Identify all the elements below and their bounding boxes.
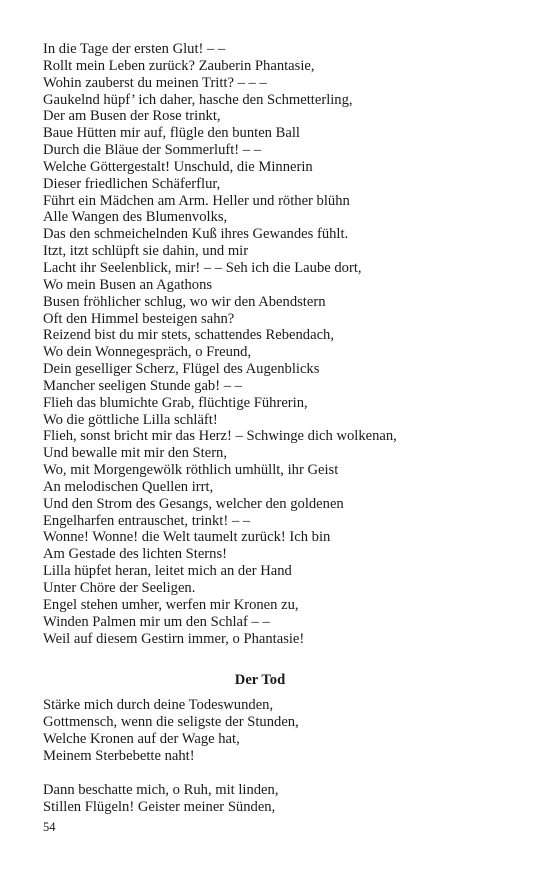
poem-line: Lacht ihr Seelenblick, mir! – – Seh ich die Laube dort,: [43, 259, 362, 276]
stanza: [43, 697, 299, 764]
poem-title: Der Tod: [234, 672, 286, 688]
poem-line: Wonne! Wonne! die Welt taumelt zurück! Ich bin: [43, 529, 331, 546]
poem-line: In die Tage der ersten Glut! – –: [43, 41, 226, 57]
poem-line: Alle Wangen des Blumenvolks,: [43, 209, 228, 226]
poem-line: Reizend bist du mir stets, schattendes Rebendach,: [43, 327, 334, 344]
poem-line: An melodischen Quellen irrt,: [43, 478, 214, 495]
poem-line: Baue Hütten mir auf, flügle den bunten Ball: [43, 125, 300, 142]
poem-line: Wo dein Wonnegespräch, o Freund,: [43, 344, 252, 361]
poem-line: Welche Göttergestalt! Unschuld, die Minnerin: [43, 158, 313, 175]
poem-line: Rollt mein Leben zurück? Zauberin Phantasie,: [43, 57, 315, 74]
poem-line: Wohin zauberst du meinen Tritt? – – –: [43, 74, 267, 91]
poem-line: Und bewalle mit mir den Stern,: [43, 445, 228, 462]
page-number: 54: [43, 820, 56, 834]
poem-line: Engel stehen umher, werfen mir Kronen zu,: [43, 596, 299, 613]
poem-line: Der am Busen der Rose trinkt,: [43, 108, 221, 125]
poem-line: Flieh, sonst bricht mir das Herz! – Schwinge dich wolkenan,: [43, 428, 397, 445]
poem-line: Flieh das blumichte Grab, flüchtige Führerin,: [43, 394, 308, 411]
poem-line: Stärke mich durch deine Todeswunden,: [43, 697, 274, 713]
poem-line: Das den schmeichelnden Kuß ihres Gewandes fühlt.: [43, 226, 349, 243]
poem-line: Führt ein Mädchen am Arm. Heller und röther blühn: [43, 192, 350, 209]
poem-line: Itzt, itzt schlüpft sie dahin, und mir: [43, 243, 249, 260]
poem-line: Lilla hüpfet heran, leitet mich an der Hand: [43, 563, 292, 580]
poem-line: Wo mein Busen an Agathons: [43, 276, 213, 293]
poem-line: Gaukelnd hüpf’ ich daher, hasche den Schmetterling,: [43, 91, 353, 108]
poem-line: Meinem Sterbebette naht!: [43, 747, 195, 764]
poem-line: Welche Kronen auf der Wage hat,: [43, 730, 240, 747]
poem-line: Oft den Himmel besteigen sahn?: [43, 310, 235, 327]
stanza: [43, 782, 278, 816]
poem-line: Mancher seeligen Stunde gab! – –: [43, 377, 242, 394]
poem-line: Weil auf diesem Gestirn immer, o Phantasie!: [43, 630, 305, 647]
poem-line: Am Gestade des lichten Sterns!: [43, 546, 227, 563]
poem-line: Unter Chöre der Seeligen.: [43, 580, 196, 596]
poem-line: Dann beschatte mich, o Ruh, mit linden,: [43, 782, 279, 798]
poem-line: Busen fröhlicher schlug, wo wir den Abendstern: [43, 293, 326, 310]
poem-line: Wo, mit Morgengewölk röthlich umhüllt, ihr Geist: [43, 462, 339, 479]
poem-line: Dieser friedlichen Schäferflur,: [43, 175, 221, 192]
poem-line: Engelharfen entrauschet, trinkt! – –: [43, 512, 251, 529]
poem-line: Winden Palmen mir um den Schlaf – –: [43, 613, 270, 630]
poem-line: Durch die Bläue der Sommerluft! – –: [43, 142, 262, 159]
poem-line: Dein geselliger Scherz, Flügel des Augenblicks: [43, 361, 320, 378]
poem-continued: [43, 41, 513, 647]
poem-line: Und den Strom des Gesangs, welcher den goldenen: [43, 495, 344, 512]
poem-line: Gottmensch, wenn die seligste der Stunden,: [43, 713, 299, 730]
poem-line: Wo die göttliche Lilla schläft!: [43, 411, 218, 428]
poem-line: Stillen Flügeln! Geister meiner Sünden,: [43, 798, 276, 815]
